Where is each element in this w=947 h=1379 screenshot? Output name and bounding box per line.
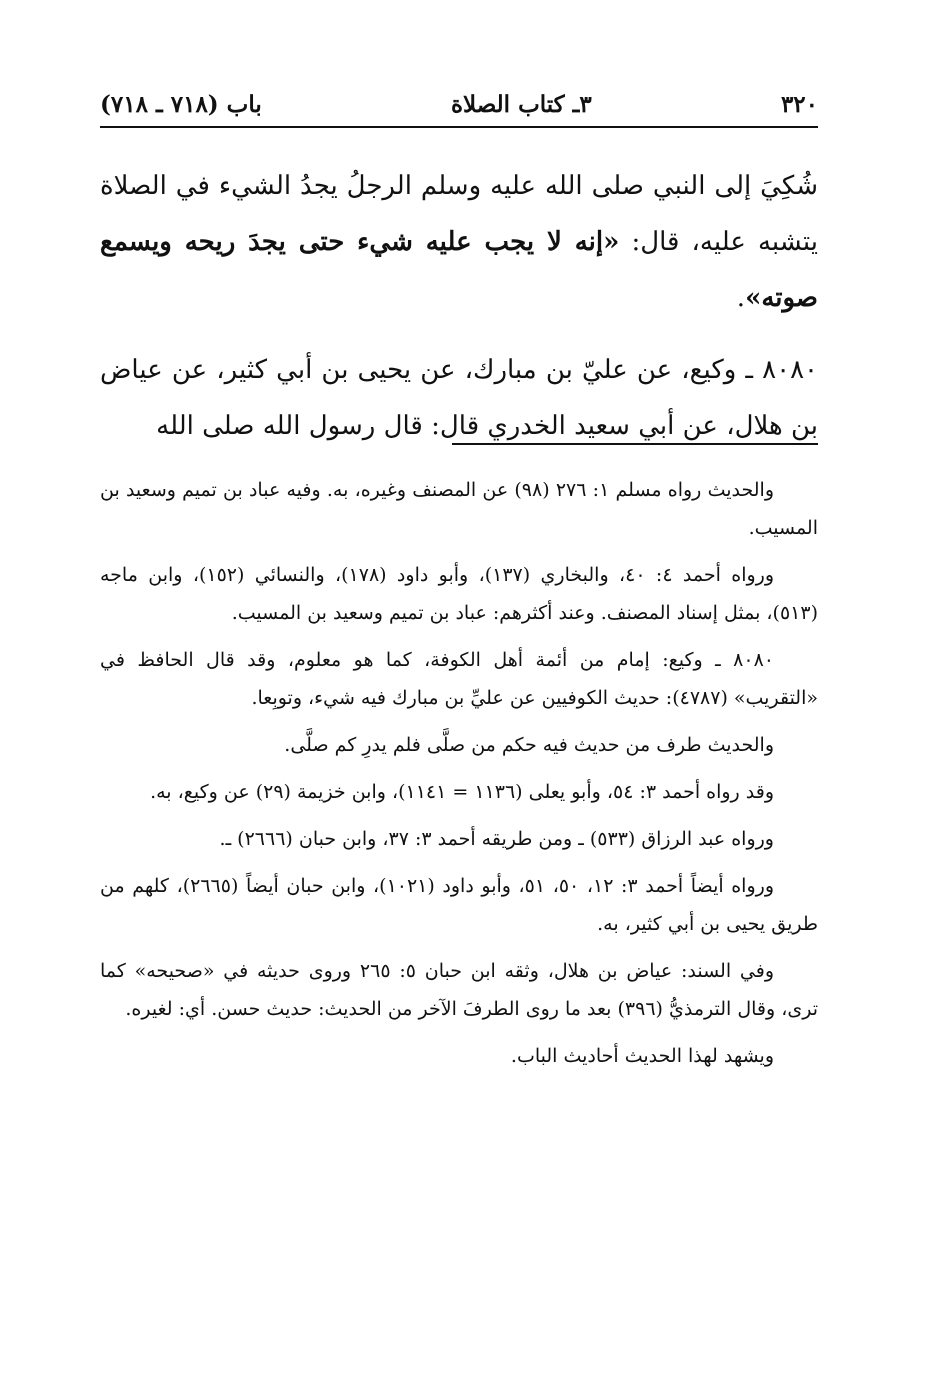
section-title: باب (٧١٨ ـ ٧١٨) (100, 90, 262, 118)
hadith-quote: «إنه لا يجب عليه شيء حتى يجدَ ريحه ويسمع صوته» (100, 227, 818, 313)
footnote-paragraph: ورواه عبد الرزاق (٥٣٣) ـ ومن طريقه أحمد ٣: ٣٧، وابن حبان (٢٦٦٦) ـ. (219, 828, 774, 850)
footnote-paragraph: ورواه أيضاً أحمد ٣: ١٢، ٥٠، ٥١، وأبو داود (١٠٢١)، وابن حبان أيضاً (٢٦٦٥)، كلهم من طريق يحيى بن أبي كثير، به. (100, 875, 818, 935)
running-header (100, 84, 818, 124)
paragraph-text: شُكِيَ إلى النبي صلى الله عليه وسلم الرجلُ يجدُ الشيء في الصلاة يتشبه عليه، قال: (100, 171, 819, 257)
main-text (100, 158, 818, 454)
main-paragraph-1 (100, 158, 818, 326)
header-rule (100, 126, 818, 128)
chapter-title: ٣ـ كتاب الصلاة (450, 90, 592, 118)
footnote-paragraph: ٨٠٨٠ ـ وكيع: إمام من أئمة أهل الكوفة، كما هو معلوم، وقد قال الحافظ في «التقريب» (٤٧٨٧): حديث الكوفيين عن عليِّ بن مبارك فيه شيء، وتوبِعا. (100, 649, 818, 709)
footnote-paragraph: وفي السند: عياض بن هلال، وثقه ابن حبان ٥: ٢٦٥ وروى حديثه في «صحيحه» كما ترى، وقال الترمذيُّ (٣٩٦) بعد ما روى الطرفَ الآخر من الحديث: حديث حسن. أي: لغيره. (100, 960, 818, 1020)
footnote-paragraph: والحديث رواه مسلم ١: ٢٧٦ (٩٨) عن المصنف وغيره، به. وفيه عباد بن تميم وسعيد بن المسيب. (100, 479, 818, 539)
footnote-paragraph: ويشهد لهذا الحديث أحاديث الباب. (510, 1045, 774, 1067)
page-number: ٣٢٠ (780, 90, 818, 118)
paragraph-end: . (736, 283, 746, 313)
footnote-paragraph: ورواه أحمد ٤: ٤٠، والبخاري (١٣٧)، وأبو داود (١٧٨)، والنسائي (١٥٢)، وابن ماجه (٥١٣)، بمثل إسناد المصنف. وعند أكثرهم: عباد بن تميم وسعيد بن المسيب. (100, 564, 818, 624)
main-paragraph-2: ٨٠٨٠ ـ وكيع، عن عليّ بن مبارك، عن يحيى بن أبي كثير، عن عياض بن هلال، عن أبي سعيد الخدري قال: قال رسول الله صلى الله (100, 355, 818, 441)
footnotes (100, 471, 818, 1084)
footnote-paragraph: والحديث طرف من حديث فيه حكم من صلَّى فلم يدرِ كم صلَّى. (284, 734, 774, 756)
footnote-paragraph: وقد رواه أحمد ٣: ٥٤، وأبو يعلى (١١٣٦ = ١١٤١)، وابن خزيمة (٢٩) عن وكيع، به. (150, 781, 774, 803)
footnote-rule (452, 443, 818, 445)
